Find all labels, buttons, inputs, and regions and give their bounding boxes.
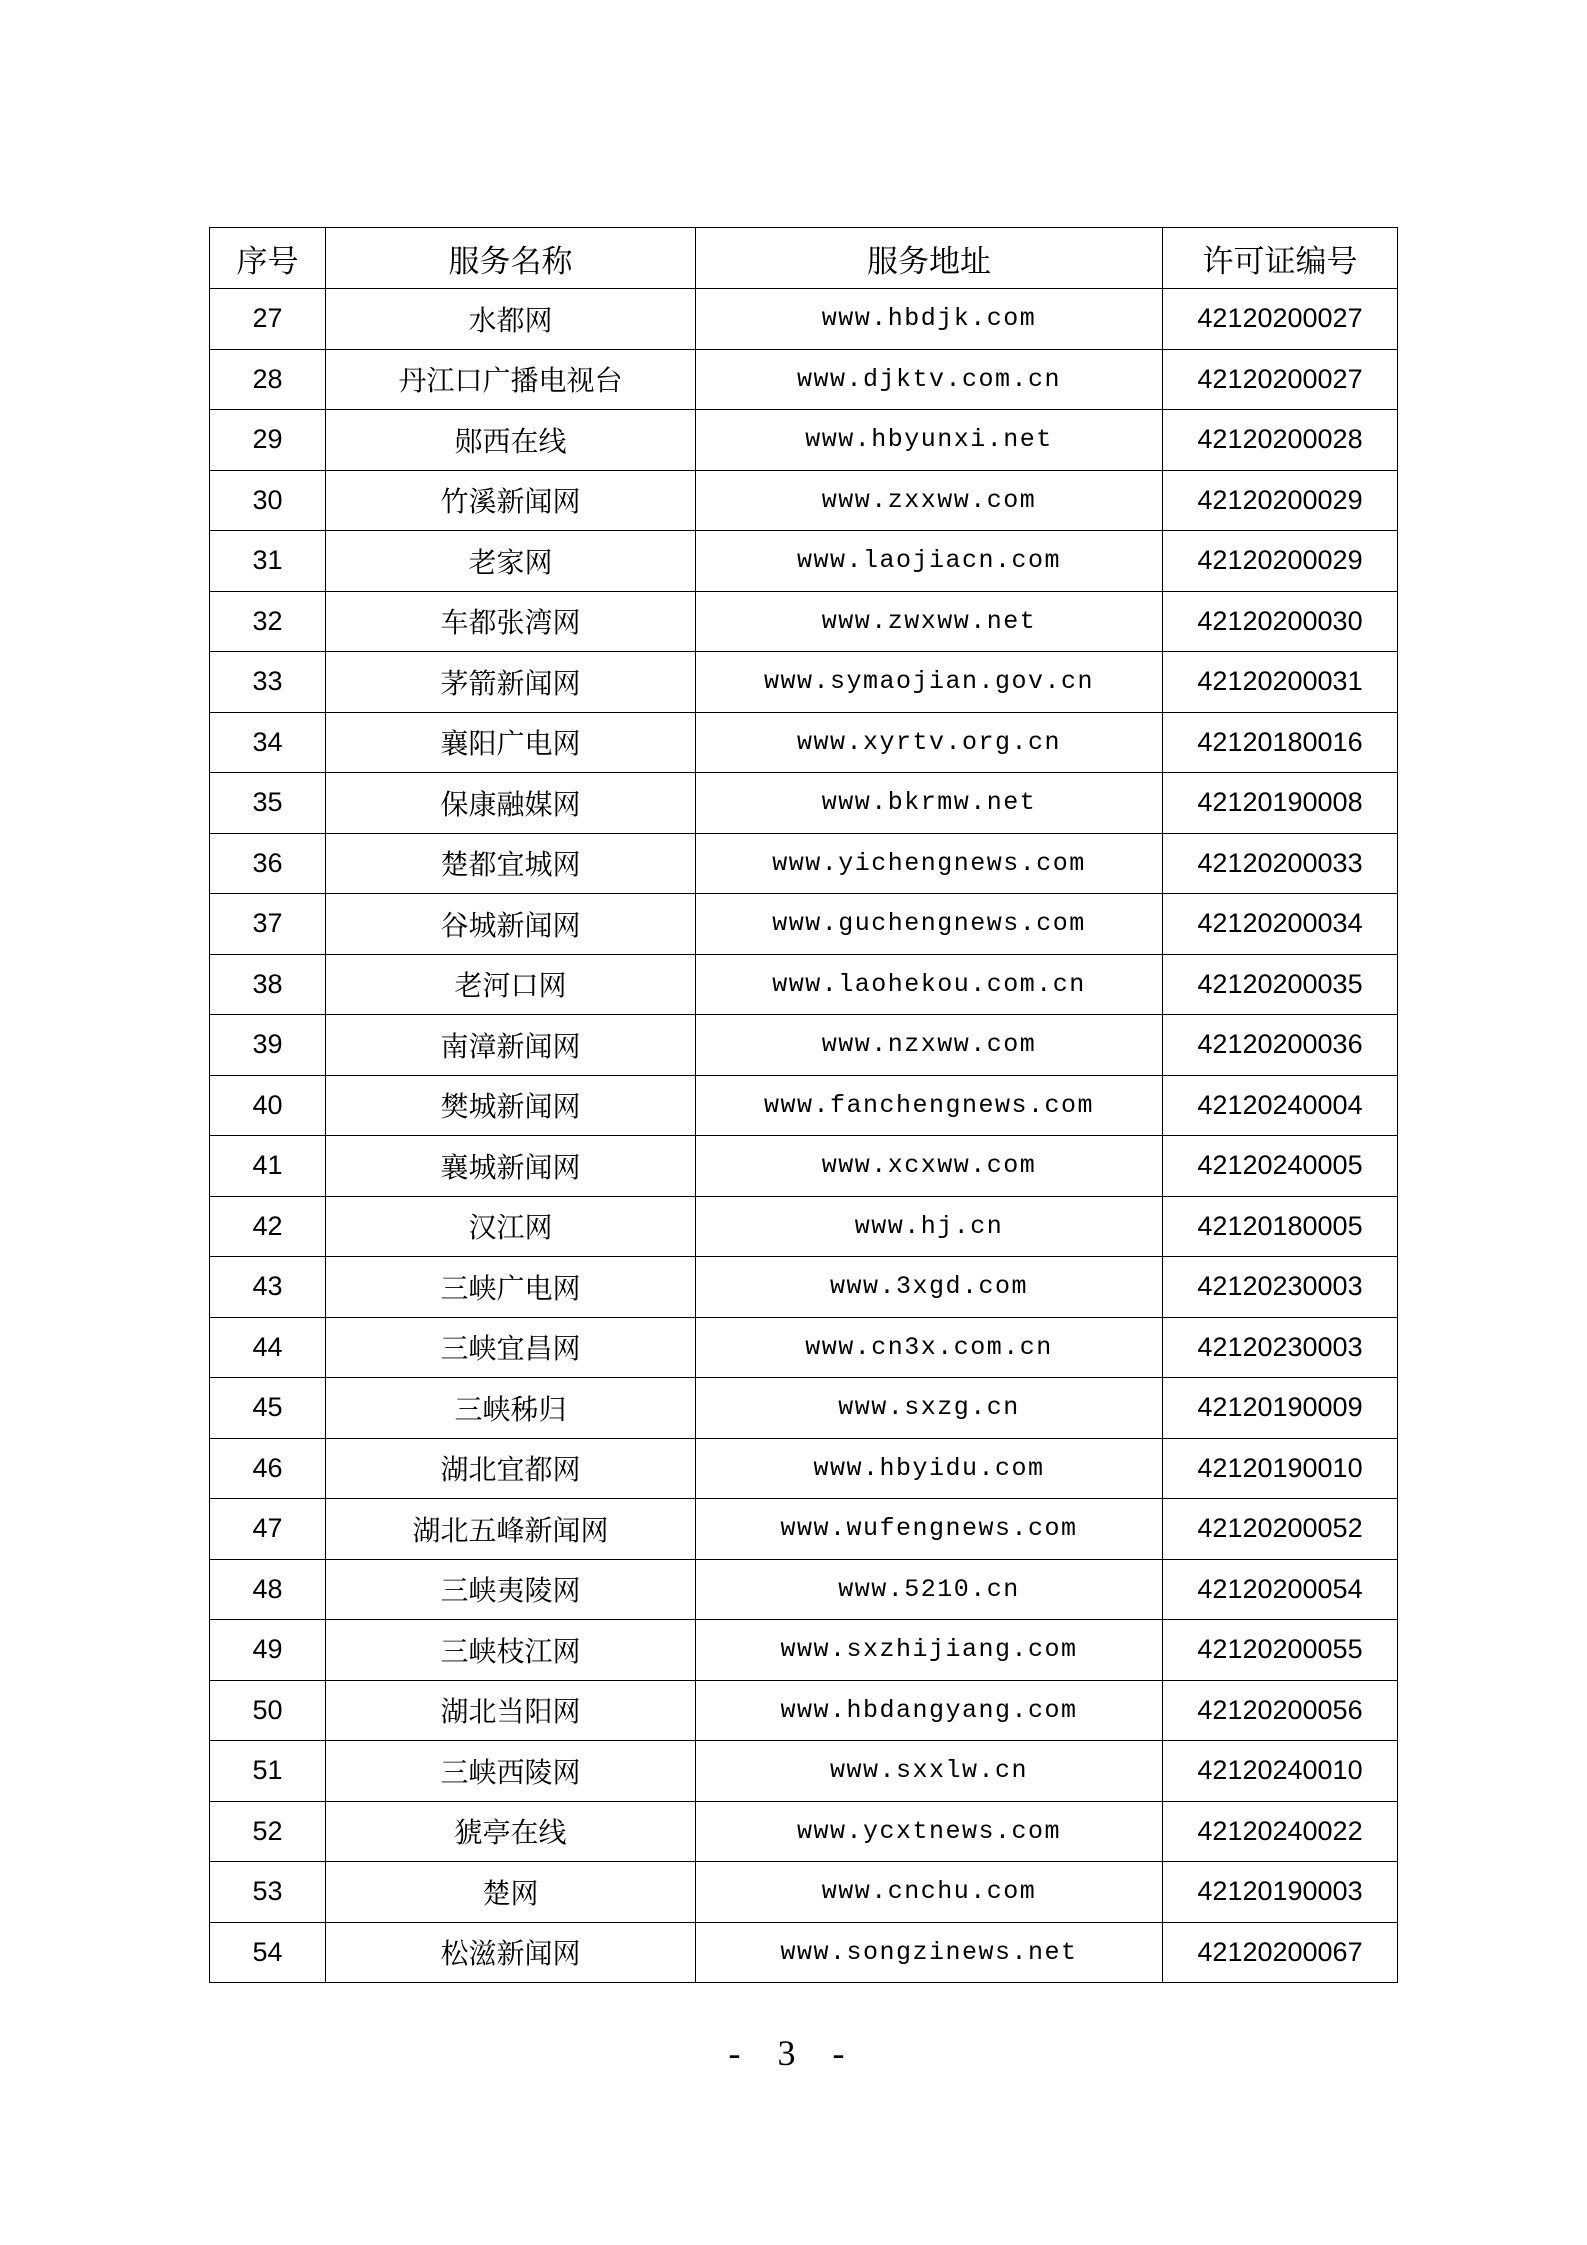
row-service-address: www.fanchengnews.com bbox=[696, 1075, 1163, 1136]
table-row bbox=[210, 1559, 1398, 1620]
table-row bbox=[210, 954, 1398, 1015]
row-service-name: 老河口网 bbox=[326, 954, 696, 1015]
row-serial: 30 bbox=[210, 470, 326, 531]
row-license-number: 42120200028 bbox=[1163, 410, 1398, 471]
row-license-number: 42120190009 bbox=[1163, 1378, 1398, 1439]
row-license-number: 42120200054 bbox=[1163, 1559, 1398, 1620]
table-header bbox=[210, 228, 1398, 289]
row-service-name: 保康融媒网 bbox=[326, 773, 696, 834]
row-service-name: 茅箭新闻网 bbox=[326, 652, 696, 713]
row-service-address: www.cn3x.com.cn bbox=[696, 1317, 1163, 1378]
row-service-name: 郧西在线 bbox=[326, 410, 696, 471]
row-serial: 44 bbox=[210, 1317, 326, 1378]
table-row bbox=[210, 289, 1398, 350]
row-service-name: 湖北五峰新闻网 bbox=[326, 1499, 696, 1560]
row-serial: 49 bbox=[210, 1620, 326, 1681]
row-service-name: 谷城新闻网 bbox=[326, 894, 696, 955]
header-license-number: 许可证编号 bbox=[1163, 228, 1398, 289]
row-service-address: www.cnchu.com bbox=[696, 1862, 1163, 1923]
row-service-name: 汉江网 bbox=[326, 1196, 696, 1257]
row-serial: 33 bbox=[210, 652, 326, 713]
row-license-number: 42120200055 bbox=[1163, 1620, 1398, 1681]
row-service-address: www.3xgd.com bbox=[696, 1257, 1163, 1318]
row-serial: 29 bbox=[210, 410, 326, 471]
row-serial: 53 bbox=[210, 1862, 326, 1923]
table-row bbox=[210, 1922, 1398, 1983]
row-serial: 48 bbox=[210, 1559, 326, 1620]
row-serial: 37 bbox=[210, 894, 326, 955]
row-service-name: 三峡西陵网 bbox=[326, 1741, 696, 1802]
row-service-address: www.wufengnews.com bbox=[696, 1499, 1163, 1560]
table-body bbox=[210, 289, 1398, 1983]
table-row bbox=[210, 652, 1398, 713]
row-service-address: www.djktv.com.cn bbox=[696, 349, 1163, 410]
row-license-number: 42120200052 bbox=[1163, 1499, 1398, 1560]
row-service-address: www.hbyidu.com bbox=[696, 1438, 1163, 1499]
row-serial: 46 bbox=[210, 1438, 326, 1499]
row-serial: 38 bbox=[210, 954, 326, 1015]
row-service-address: www.5210.cn bbox=[696, 1559, 1163, 1620]
row-service-name: 竹溪新闻网 bbox=[326, 470, 696, 531]
row-serial: 51 bbox=[210, 1741, 326, 1802]
row-license-number: 42120240005 bbox=[1163, 1136, 1398, 1197]
row-service-address: www.xyrtv.org.cn bbox=[696, 712, 1163, 773]
table-row bbox=[210, 1317, 1398, 1378]
table-row bbox=[210, 894, 1398, 955]
row-serial: 31 bbox=[210, 531, 326, 592]
row-serial: 34 bbox=[210, 712, 326, 773]
row-service-name: 猇亭在线 bbox=[326, 1801, 696, 1862]
row-service-address: www.symaojian.gov.cn bbox=[696, 652, 1163, 713]
row-service-address: www.yichengnews.com bbox=[696, 833, 1163, 894]
row-license-number: 42120230003 bbox=[1163, 1317, 1398, 1378]
row-serial: 35 bbox=[210, 773, 326, 834]
row-license-number: 42120200029 bbox=[1163, 470, 1398, 531]
row-service-address: www.xcxww.com bbox=[696, 1136, 1163, 1197]
table-row bbox=[210, 1499, 1398, 1560]
table-row bbox=[210, 833, 1398, 894]
table-row bbox=[210, 470, 1398, 531]
row-serial: 40 bbox=[210, 1075, 326, 1136]
row-service-name: 湖北宜都网 bbox=[326, 1438, 696, 1499]
row-serial: 41 bbox=[210, 1136, 326, 1197]
table-row bbox=[210, 1862, 1398, 1923]
row-serial: 47 bbox=[210, 1499, 326, 1560]
row-service-name: 楚都宜城网 bbox=[326, 833, 696, 894]
header-service-address: 服务地址 bbox=[696, 228, 1163, 289]
row-serial: 27 bbox=[210, 289, 326, 350]
row-service-name: 水都网 bbox=[326, 289, 696, 350]
row-license-number: 42120200031 bbox=[1163, 652, 1398, 713]
row-service-address: www.guchengnews.com bbox=[696, 894, 1163, 955]
table-row bbox=[210, 349, 1398, 410]
row-service-address: www.laojiacn.com bbox=[696, 531, 1163, 592]
row-service-name: 楚网 bbox=[326, 1862, 696, 1923]
row-license-number: 42120200027 bbox=[1163, 289, 1398, 350]
table-row bbox=[210, 1741, 1398, 1802]
row-license-number: 42120230003 bbox=[1163, 1257, 1398, 1318]
table-row bbox=[210, 1136, 1398, 1197]
row-service-address: www.sxxlw.cn bbox=[696, 1741, 1163, 1802]
row-serial: 28 bbox=[210, 349, 326, 410]
row-service-address: www.ycxtnews.com bbox=[696, 1801, 1163, 1862]
row-license-number: 42120200027 bbox=[1163, 349, 1398, 410]
row-service-name: 襄城新闻网 bbox=[326, 1136, 696, 1197]
page-number: - 3 - bbox=[728, 2033, 859, 2073]
row-serial: 45 bbox=[210, 1378, 326, 1439]
header-row bbox=[210, 228, 1398, 289]
table-row bbox=[210, 591, 1398, 652]
row-service-address: www.hbyunxi.net bbox=[696, 410, 1163, 471]
table-row bbox=[210, 1196, 1398, 1257]
row-serial: 54 bbox=[210, 1922, 326, 1983]
table-row bbox=[210, 1257, 1398, 1318]
row-license-number: 42120200030 bbox=[1163, 591, 1398, 652]
row-license-number: 42120200035 bbox=[1163, 954, 1398, 1015]
row-service-name: 三峡夷陵网 bbox=[326, 1559, 696, 1620]
table-row bbox=[210, 773, 1398, 834]
table-row bbox=[210, 1680, 1398, 1741]
row-service-name: 湖北当阳网 bbox=[326, 1680, 696, 1741]
row-serial: 52 bbox=[210, 1801, 326, 1862]
row-serial: 42 bbox=[210, 1196, 326, 1257]
row-service-name: 三峡广电网 bbox=[326, 1257, 696, 1318]
row-service-name: 樊城新闻网 bbox=[326, 1075, 696, 1136]
header-service-name: 服务名称 bbox=[326, 228, 696, 289]
row-license-number: 42120200056 bbox=[1163, 1680, 1398, 1741]
table-row bbox=[210, 1075, 1398, 1136]
table-row bbox=[210, 1620, 1398, 1681]
row-service-address: www.songzinews.net bbox=[696, 1922, 1163, 1983]
row-license-number: 42120180005 bbox=[1163, 1196, 1398, 1257]
row-service-address: www.bkrmw.net bbox=[696, 773, 1163, 834]
row-serial: 39 bbox=[210, 1015, 326, 1076]
row-serial: 32 bbox=[210, 591, 326, 652]
row-license-number: 42120180016 bbox=[1163, 712, 1398, 773]
row-license-number: 42120200036 bbox=[1163, 1015, 1398, 1076]
table-row bbox=[210, 1801, 1398, 1862]
row-service-name: 南漳新闻网 bbox=[326, 1015, 696, 1076]
row-serial: 50 bbox=[210, 1680, 326, 1741]
row-service-address: www.zwxww.net bbox=[696, 591, 1163, 652]
row-service-name: 三峡枝江网 bbox=[326, 1620, 696, 1681]
row-serial: 36 bbox=[210, 833, 326, 894]
row-service-name: 三峡秭归 bbox=[326, 1378, 696, 1439]
row-license-number: 42120240022 bbox=[1163, 1801, 1398, 1862]
row-license-number: 42120200067 bbox=[1163, 1922, 1398, 1983]
row-service-address: www.hbdangyang.com bbox=[696, 1680, 1163, 1741]
row-license-number: 42120240004 bbox=[1163, 1075, 1398, 1136]
table-row bbox=[210, 1015, 1398, 1076]
row-serial: 43 bbox=[210, 1257, 326, 1318]
row-service-name: 三峡宜昌网 bbox=[326, 1317, 696, 1378]
table-row bbox=[210, 410, 1398, 471]
row-service-name: 老家网 bbox=[326, 531, 696, 592]
table-row bbox=[210, 531, 1398, 592]
license-table bbox=[209, 227, 1398, 1983]
header-serial: 序号 bbox=[210, 228, 326, 289]
row-service-name: 车都张湾网 bbox=[326, 591, 696, 652]
row-license-number: 42120190010 bbox=[1163, 1438, 1398, 1499]
row-service-name: 松滋新闻网 bbox=[326, 1922, 696, 1983]
table-row bbox=[210, 712, 1398, 773]
row-license-number: 42120200029 bbox=[1163, 531, 1398, 592]
row-service-address: www.hj.cn bbox=[696, 1196, 1163, 1257]
row-service-address: www.hbdjk.com bbox=[696, 289, 1163, 350]
row-license-number: 42120240010 bbox=[1163, 1741, 1398, 1802]
row-service-name: 丹江口广播电视台 bbox=[326, 349, 696, 410]
row-license-number: 42120200033 bbox=[1163, 833, 1398, 894]
row-license-number: 42120190003 bbox=[1163, 1862, 1398, 1923]
row-service-address: www.sxzhijiang.com bbox=[696, 1620, 1163, 1681]
row-license-number: 42120190008 bbox=[1163, 773, 1398, 834]
row-service-address: www.sxzg.cn bbox=[696, 1378, 1163, 1439]
row-license-number: 42120200034 bbox=[1163, 894, 1398, 955]
row-service-address: www.laohekou.com.cn bbox=[696, 954, 1163, 1015]
table-row bbox=[210, 1378, 1398, 1439]
row-service-address: www.zxxww.com bbox=[696, 470, 1163, 531]
table-row bbox=[210, 1438, 1398, 1499]
row-service-address: www.nzxww.com bbox=[696, 1015, 1163, 1076]
row-service-name: 襄阳广电网 bbox=[326, 712, 696, 773]
